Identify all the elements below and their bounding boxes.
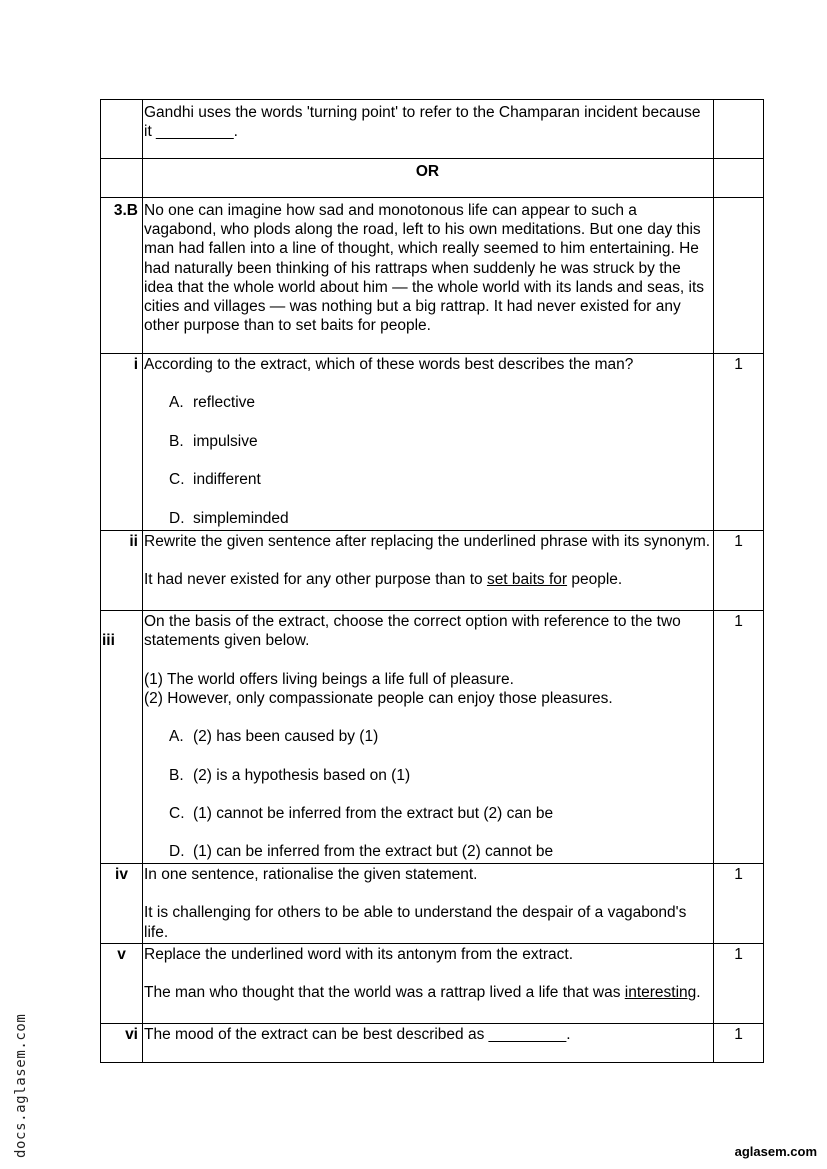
- table-row: [101, 198, 764, 354]
- given-sentence: The man who thought that the world was a rattrap lived a life that was interesting.: [144, 984, 701, 1002]
- table-row: [101, 611, 764, 864]
- question-number: ii: [101, 531, 143, 611]
- question-number: iv: [101, 864, 143, 944]
- question-number: 3.B: [101, 198, 143, 354]
- option-a: A. reflective: [169, 394, 256, 412]
- option-a: A. (2) has been caused by (1): [169, 728, 379, 746]
- brand-footer: aglasem.com: [734, 1144, 817, 1159]
- marks-cell: 1: [714, 354, 764, 531]
- question-text: Rewrite the given sentence after replacing the underlined phrase with its synonym.: [144, 533, 711, 550]
- marks-cell: 1: [714, 864, 764, 944]
- option-d: D. simpleminded: [169, 509, 289, 527]
- question-text: According to the extract, which of these words best describes the man?: [144, 356, 634, 373]
- question-text: Replace the underlined word with its antonym from the extract.: [144, 946, 574, 963]
- question-text: On the basis of the extract, choose the correct option with reference to the two statements given below.: [144, 613, 681, 650]
- given-sentence: It had never existed for any other purpose than to set baits for people.: [144, 571, 623, 589]
- question-number: [101, 100, 143, 159]
- option-b: B. (2) is a hypothesis based on (1): [169, 766, 411, 784]
- question-number: iii: [101, 611, 143, 864]
- given-statement: It is challenging for others to be able to understand the despair of a vagabond's life.: [144, 904, 687, 941]
- passage-text: No one can imagine how sad and monotonous life can appear to such a vagabond, who plods along the road, left to his own meditations. But one day this man had fallen into a line of thought, which really seemed to him entertaining. He had naturally been thinking of his rattraps when suddenly he was struck by the idea that the whole world about him — the whole world with its lands and seas, its cities and villages — was nothing but a big rattrap. It had never existed for any other purpose than to set baits for people.: [143, 198, 714, 354]
- option-c: C. (1) cannot be inferred from the extract but (2) can be: [169, 804, 554, 822]
- option-d: D. (1) can be inferred from the extract but (2) cannot be: [169, 843, 554, 861]
- table-row: [101, 1024, 764, 1063]
- question-number: i: [101, 354, 143, 531]
- table-row: [101, 100, 764, 159]
- option-b: B. impulsive: [169, 432, 258, 450]
- or-divider: OR: [415, 163, 440, 180]
- marks-cell: 1: [714, 944, 764, 1024]
- question-text: Gandhi uses the words 'turning point' to refer to the Champaran incident because it _________.: [143, 100, 714, 159]
- marks-cell: [714, 100, 764, 159]
- question-number: vi: [101, 1024, 143, 1063]
- table-row: [101, 159, 764, 198]
- marks-cell: 1: [714, 611, 764, 864]
- option-c: C. indifferent: [169, 471, 261, 489]
- underlined-phrase: set baits for: [486, 571, 568, 589]
- statement-2: (2) However, only compassionate people can enjoy those pleasures.: [144, 689, 613, 707]
- table-row: [101, 864, 764, 944]
- table-row: [101, 354, 764, 531]
- statement-1: (1) The world offers living beings a life full of pleasure.: [144, 670, 514, 688]
- question-text: In one sentence, rationalise the given statement.: [144, 866, 478, 883]
- marks-cell: 1: [714, 1024, 764, 1063]
- marks-cell: 1: [714, 531, 764, 611]
- table-row: [101, 944, 764, 1024]
- question-text: The mood of the extract can be best described as _________.: [143, 1024, 714, 1063]
- side-watermark: docs.aglasem.com: [13, 1013, 29, 1158]
- underlined-word: interesting: [624, 984, 697, 1002]
- question-table: [100, 99, 764, 1063]
- question-number: v: [101, 944, 143, 1024]
- table-row: [101, 531, 764, 611]
